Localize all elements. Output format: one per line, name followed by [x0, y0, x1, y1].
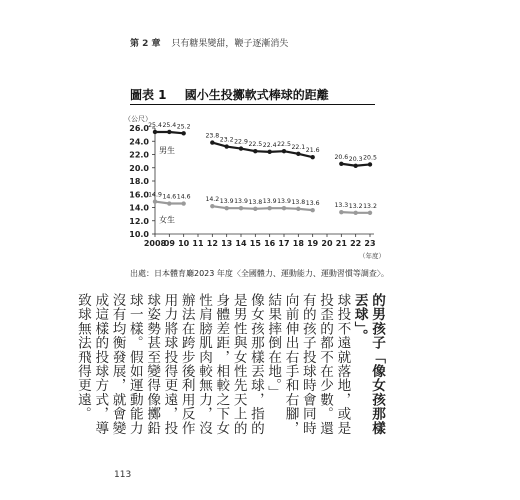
data-label: 14.6 — [162, 193, 177, 201]
y-tick-label: 16.0 — [129, 190, 149, 200]
x-tick-label: 21 — [335, 239, 347, 248]
data-label: 13.9 — [262, 198, 277, 206]
body-text — [74, 293, 385, 443]
data-point — [353, 211, 357, 215]
x-tick-label: 11 — [192, 239, 204, 248]
figure-caption: 國小生投擲軟式棒球的距離 — [184, 88, 329, 102]
data-point — [296, 152, 300, 156]
y-tick-label: 14.0 — [129, 203, 149, 213]
x-tick-label: 16 — [264, 239, 276, 248]
data-label: 20.5 — [363, 154, 377, 162]
figure-number: 圖表 1 — [130, 88, 167, 102]
y-tick-label: 20.0 — [129, 163, 149, 173]
data-point — [167, 201, 171, 205]
data-point — [224, 206, 228, 210]
data-point — [368, 162, 372, 166]
data-label: 25.4 — [148, 121, 162, 129]
data-label: 13.8 — [291, 198, 306, 206]
data-label: 13.6 — [305, 200, 320, 208]
x-tick-label: 2008 — [143, 239, 167, 248]
data-point — [167, 130, 171, 134]
data-label: 23.8 — [205, 132, 220, 140]
x-tick-label: 12 — [206, 239, 218, 248]
chapter-label: 第 2 章 — [130, 39, 161, 49]
data-label: 22.4 — [262, 141, 277, 149]
data-point — [267, 206, 271, 210]
data-label: 22.5 — [248, 141, 263, 149]
data-point — [153, 130, 157, 134]
data-point — [224, 144, 228, 148]
x-tick-label: 10 — [178, 239, 190, 248]
data-label: 13.9 — [234, 198, 248, 206]
data-point — [153, 199, 157, 203]
y-tick-label: 18.0 — [129, 177, 149, 186]
x-tick-label: 14 — [235, 239, 247, 248]
data-label: 13.2 — [363, 202, 377, 210]
x-tick-label: 13 — [221, 239, 233, 248]
data-label: 13.8 — [248, 198, 263, 206]
x-tick-label: 19 — [307, 239, 319, 248]
data-point — [310, 155, 314, 159]
data-label: 14.2 — [205, 196, 220, 204]
data-label: 22.9 — [234, 138, 248, 146]
data-point — [339, 210, 343, 214]
x-tick-label: 18 — [292, 239, 304, 248]
data-point — [253, 207, 257, 211]
x-tick-label: 20 — [321, 239, 333, 248]
data-point — [239, 206, 243, 210]
data-point — [368, 211, 372, 215]
data-point — [239, 146, 243, 150]
data-label: 25.4 — [162, 121, 177, 129]
x-tick-label: 17 — [278, 239, 290, 248]
data-label: 13.9 — [277, 198, 291, 206]
data-point — [282, 149, 286, 153]
data-label: 20.6 — [334, 153, 349, 161]
source-note: 出處：日本體育廳2023 年度〈全國體力、運動能力、運動習慣等調查〉。 — [130, 269, 389, 278]
data-label: 13.3 — [334, 202, 349, 210]
series-label-boys: 男生 — [159, 145, 175, 155]
data-label: 25.2 — [176, 123, 191, 131]
data-point — [210, 140, 214, 144]
x-tick-label: 23 — [364, 239, 376, 248]
data-point — [310, 208, 314, 212]
data-label: 14.6 — [176, 193, 191, 201]
y-tick-label: 22.0 — [129, 150, 149, 160]
body-paragraph-2: 像女孩那樣丟球，指的是男性與女性先天上的身體差距，相較之下女性肩膀肌肉較無力，沒辦法在跨步後利用反作用力將球投得更遠，投球姿勢甚至變得像擲鉛球一樣。假如運動能力沒有均衡發展，就會變成這樣的投球方式，導致球無法飛得更遠。 — [74, 293, 264, 435]
data-label: 21.6 — [305, 147, 320, 155]
data-label: 13.2 — [348, 202, 363, 210]
data-label: 22.5 — [277, 141, 291, 149]
data-point — [267, 150, 271, 154]
data-point — [181, 131, 185, 135]
data-point — [296, 207, 300, 211]
x-tick-label: 09 — [163, 239, 175, 248]
chapter-title: 只有糖果變甜，鞭子逐漸消失 — [171, 39, 289, 49]
data-point — [353, 164, 357, 168]
x-tick-label: 15 — [249, 239, 261, 248]
body-paragraph-1: 球投不遠就落地，或是投歪的都不在少數。還有的孩子投球時會同時向前伸出右手和右腳，結果摔倒在地。」 — [265, 293, 351, 435]
data-point — [282, 206, 286, 210]
data-label: 14.9 — [148, 191, 162, 199]
data-label: 13.9 — [219, 198, 234, 206]
data-label: 22.1 — [291, 143, 306, 151]
y-tick-label: 12.0 — [129, 216, 149, 226]
y-tick-label: 10.0 — [129, 230, 149, 239]
y-unit-label: （公尺） — [124, 115, 152, 123]
y-tick-label: 24.0 — [129, 137, 149, 147]
y-tick-label: 26.0 — [129, 124, 149, 133]
x-tick-label: 22 — [350, 239, 362, 248]
data-label: 20.3 — [348, 155, 363, 163]
data-point — [339, 162, 343, 166]
data-label: 23.2 — [219, 136, 234, 144]
x-unit-label: （年度） — [359, 252, 385, 260]
data-point — [253, 149, 257, 153]
data-point — [210, 204, 214, 208]
data-point — [181, 201, 185, 205]
section-heading: 的男孩子「像女孩那樣丟球」。 — [351, 293, 385, 435]
series-label-girls: 女生 — [159, 215, 175, 225]
page-number: 113 — [114, 470, 132, 480]
